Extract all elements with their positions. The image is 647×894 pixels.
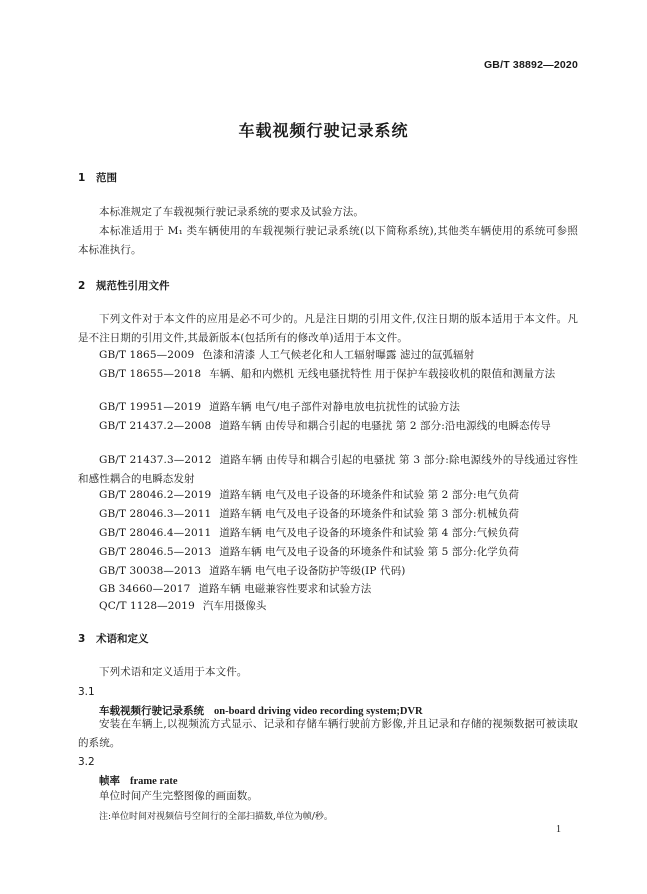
paragraph: 下列术语和定义适用于本文件。 <box>99 666 248 678</box>
reference-item <box>78 346 578 365</box>
reference-title: 色漆和清漆 人工气候老化和人工辐射曝露 滤过的氙弧辐射 <box>202 349 475 361</box>
reference-code: GB 34660—2017 <box>99 583 191 595</box>
reference-title: 道路车辆 电气及电子设备的环境条件和试验 第 5 部分:化学负荷 <box>219 546 520 558</box>
section-number: 3 <box>78 633 86 645</box>
reference-title: 道路车辆 电磁兼容性要求和试验方法 <box>198 583 372 595</box>
term-note: 注:单位时间对视频信号空间行的全部扫描数,单位为帧/秒。 <box>99 812 333 822</box>
section-number: 2 <box>78 280 86 292</box>
term-definition: 单位时间产生完整图像的画面数。 <box>99 790 258 802</box>
reference-title: 道路车辆 电气/电子部件对静电放电抗扰性的试验方法 <box>209 401 460 413</box>
reference-code: GB/T 21437.3—2012 <box>99 454 212 466</box>
reference-item <box>78 543 578 562</box>
reference-title: 车辆、船和内燃机 无线电骚扰特性 用于保护车载接收机的限值和测量方法 <box>209 368 556 380</box>
reference-item <box>78 365 578 384</box>
reference-code: GB/T 21437.2—2008 <box>99 420 212 432</box>
paragraph: 本标准规定了车载视频行驶记录系统的要求及试验方法。 <box>99 206 364 218</box>
reference-code: GB/T 30038—2013 <box>99 565 202 577</box>
reference-code: GB/T 28046.4—2011 <box>99 527 212 539</box>
reference-code: GB/T 19951—2019 <box>99 401 202 413</box>
section-title: 术语和定义 <box>96 633 149 645</box>
reference-title: 道路车辆 由传导和耦合引起的电骚扰 第 2 部分:沿电源线的电瞬态传导 <box>219 420 551 432</box>
paragraph: 下列文件对于本文件的应用是必不可少的。凡是注日期的引用文件,仅注日期的版本适用于本文件。凡是不注日期的引用文件,其最新版本(包括所有的修改单)适用于本文件。 <box>78 313 578 344</box>
reference-title: 道路车辆 电气电子设备防护等级(IP 代码) <box>209 565 406 577</box>
reference-code: GB/T 28046.2—2019 <box>99 489 212 501</box>
reference-title: 道路车辆 电气及电子设备的环境条件和试验 第 2 部分:电气负荷 <box>219 489 520 501</box>
reference-code: GB/T 18655—2018 <box>99 368 202 380</box>
reference-title: 道路车辆 电气及电子设备的环境条件和试验 第 4 部分:气候负荷 <box>219 527 520 539</box>
reference-item <box>78 451 578 489</box>
reference-code: QC/T 1128—2019 <box>99 600 195 612</box>
section-number: 1 <box>78 172 86 184</box>
term-chinese: 车载视频行驶记录系统 <box>99 705 204 717</box>
section-title: 范围 <box>96 172 117 184</box>
paragraph: 本标准适用于 M₁ 类车辆使用的车载视频行驶记录系统(以下简称系统),其他类车辆使用的系统可参照本标准执行。 <box>78 225 578 256</box>
section-2-heading <box>78 278 170 293</box>
term-chinese: 帧率 <box>99 775 120 787</box>
term-entry <box>99 773 178 788</box>
reference-code: GB/T 28046.5—2013 <box>99 546 212 558</box>
term-definition: 安装在车辆上,以视频流方式显示、记录和存储车辆行驶前方影像,并且记录和存储的视频数据可被读取的系统。 <box>78 718 578 749</box>
term-english: frame rate <box>130 776 178 787</box>
term-number: 3.2 <box>78 756 95 768</box>
reference-item <box>78 486 578 505</box>
reference-title: 道路车辆 电气及电子设备的环境条件和试验 第 3 部分:机械负荷 <box>219 508 520 520</box>
term-number: 3.1 <box>78 686 95 698</box>
page-number: 1 <box>556 824 561 835</box>
reference-item <box>78 562 578 581</box>
reference-code: GB/T 28046.3—2011 <box>99 508 212 520</box>
standard-code: GB/T 38892—2020 <box>483 59 578 71</box>
reference-item <box>78 505 578 524</box>
reference-title: 汽车用摄像头 <box>202 600 267 612</box>
reference-item <box>78 398 578 417</box>
term-english: on-board driving video recording system;DVR <box>214 706 423 717</box>
reference-item <box>78 524 578 543</box>
reference-code: GB/T 1865—2009 <box>99 349 195 361</box>
document-title: 车载视频行驶记录系统 <box>238 121 409 140</box>
section-title: 规范性引用文件 <box>96 280 170 292</box>
section-3-heading <box>78 631 149 646</box>
reference-title: 道路车辆 由传导和耦合引起的电骚扰 第 3 部分:除电源线外的导线通过容性和感性耦合的电瞬态发射 <box>78 454 578 485</box>
section-1-heading <box>78 170 117 185</box>
reference-item <box>78 417 578 436</box>
reference-item <box>78 597 578 616</box>
